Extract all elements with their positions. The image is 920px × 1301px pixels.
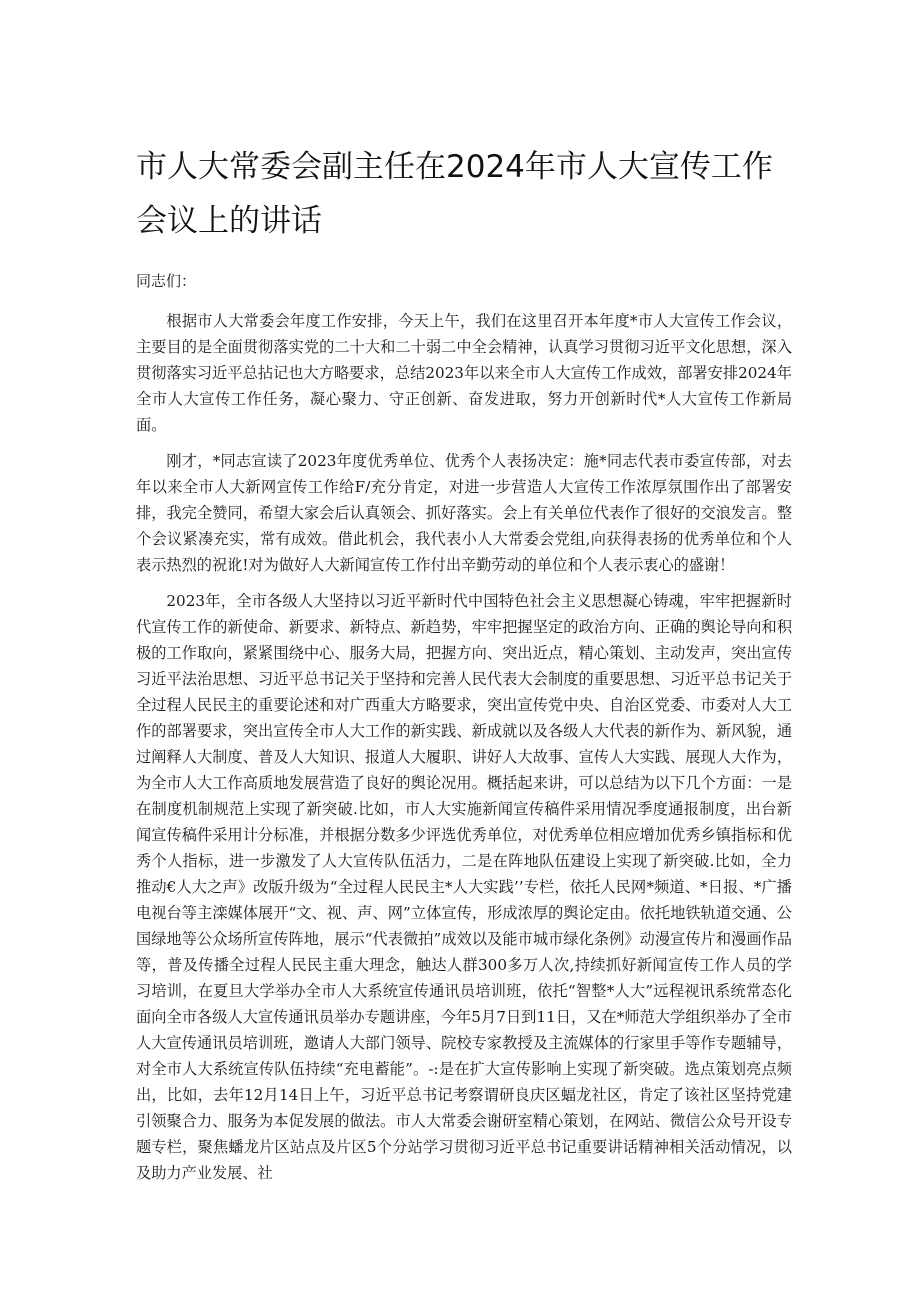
- paragraph-3: 2023年，全市各级人大坚持以习近平新时代中国特色社会主义思想凝心铸魂，牢牢把握新时代宣传工作的新使命、新要求、新特点、新趋势，牢牢把握坚定的政治方向、正确的舆论导向和积极的工作取向，紧紧围绕中心、服务大局，把握方向、突出近点，精心策划、主动发声，突出宣传习近平法治思想、习近平总书记关于坚持和完善人民代表大会制度的重要思想、习近平总书记关于全过程人民民主的重要论述和对广西重大方略要求，突出宣传党中央、自治区党委、市委对人大工作的部署要求，突出宣传全市人大工作的新实践、新成就以及各级人大代表的新作为、新风貌，通过阐释人大制度、普及人大知识、报道人大履职、讲好人大故事、宣传人大实践、展现人大作为，为全市人大工作高质地发展营造了良好的舆论况用。概括起来讲，可以总结为以下几个方面：一是在制度机制规范上实现了新突破.比如，市人大实施新闻宣传稿件采用情况季度通报制度，出台新闻宣传稿件采用计分标准，并根据分数多少评选优秀单位，对优秀单位相应增加优秀乡镇指标和优秀个人指标，进一步激发了人大宣传队伍活力，二是在阵地队伍建设上实现了新突破.比如，全力推动€人大之声》改版升级为“全过程人民民主*人大实践’’专栏，依托人民网*频道、*日报、*广播电视台等主滦媒体展开“文、视、声、网”立体宣传，形成浓厚的舆论定由。依托地铁轨道交通、公国绿地等公众场所宣传阵地，展示“代表微拍”成效以及能市城市绿化条例》动漫宣传片和漫画作品等，普及传播全过程人民民主重大理念，触达人群300多万人次,持续抓好新闻宣传工作人员的学习培训，在夏旦大学举办全市人大系统宣传通讯员培训班，依托“智整*人大”远程视讯系统常态化面向全市各级人大宣传通讯员举办专题讲座，今年5月7日到11日，又在*师范大学组织举办了全市人大宣传通讯员培训班，邀请人大部门领导、院校专家教授及主流媒体的行家里手等作专题辅导，对全市人大系统宣传队伍持续“充电蓄能”。-:是在扩大宣传影响上实现了新突破。选点策划亮点频出，比如，去年12月14日上午，习近平总书记考察谓研良庆区蝠龙社区，肯定了该社区坚持党建引领聚合力、服务为本促发展的做法。市人大常委会谢研室精心策划，在网站、微信公众号开设专题专栏，聚焦蟠龙片区站点及片区5个分站学习贯彻习近平总书记重要讲话精神相关活动情况，以及助力产业发展、社: [136, 592, 792, 1182]
- paragraph-1: 根据市人大常委会年度工作安排，今天上午，我们在这里召开本年度*市人大宣传工作会议，主要目的是全面贯彻落实党的二十大和二十弱二中全会精神，认真学习贯彻习近平文化思想，深入贯彻落实习近平总拈记也大方略要求，总结2023年以来全市人大宣传工作成效，部署安排2024年全市人大宣传工作任务，凝心聚力、守正创新、奋发进取，努力开创新时代*人大宣传工作新局面。: [136, 312, 792, 434]
- document-title: 市人大常委会副主任在2024年市人大宣传工作会议上的讲话: [136, 149, 773, 239]
- paragraph-2: 刚才，*同志宣读了2023年度优秀单位、优秀个人表扬决定：施*同志代表市委宣传部，对去年以来全市人大新网宣传工作给F/充分肯定，对进一步营造人大宣传工作浓厚氛围作出了部署安排，我完全赞同，希望大家会后认真领会、抓好落实。会上有关单位代表作了很好的交浪发言。整个会议紧凑充实，常有成效。借此机会，我代表小人大常委会党组,向获得表扬的优秀单位和个人表示热烈的祝讹!对为做好人大新闻宣传工作付出辛勤劳动的单位和个人表示衷心的盛谢！: [136, 452, 792, 574]
- salutation: 同志们：: [136, 272, 197, 290]
- document-page: [136, 140, 792, 1196]
